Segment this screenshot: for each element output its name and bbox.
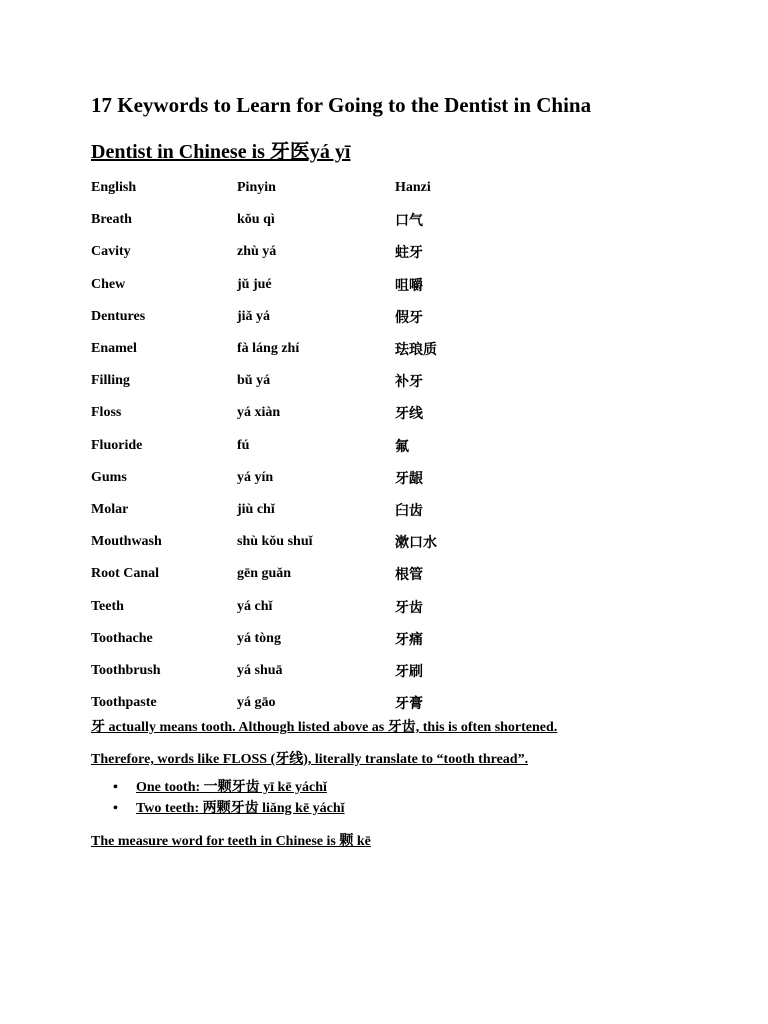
example-two-teeth: Two teeth: 两颗牙齿 liǎng kē yáchǐ bbox=[136, 801, 345, 816]
table-row bbox=[91, 623, 595, 655]
cell-hanzi: 牙齿 bbox=[395, 600, 423, 616]
cell-pinyin: jiù chǐ bbox=[237, 501, 275, 517]
cell-hanzi: 补牙 bbox=[395, 375, 423, 391]
cell-english: Dentures bbox=[91, 308, 146, 324]
cell-pinyin: yá tòng bbox=[237, 630, 281, 646]
vocabulary-table bbox=[91, 172, 595, 719]
cell-hanzi: 氟 bbox=[395, 439, 409, 455]
header-pinyin: Pinyin bbox=[237, 180, 276, 196]
table-row bbox=[91, 236, 595, 268]
cell-pinyin: yá shuā bbox=[237, 662, 283, 678]
header-hanzi: Hanzi bbox=[395, 180, 431, 196]
cell-pinyin: shù kǒu shuǐ bbox=[237, 534, 313, 550]
cell-hanzi: 假牙 bbox=[395, 310, 423, 326]
table-row bbox=[91, 269, 595, 301]
cell-pinyin: jiǎ yá bbox=[237, 308, 271, 324]
cell-english: Floss bbox=[91, 405, 122, 421]
cell-english: Toothbrush bbox=[91, 662, 161, 678]
table-header-row bbox=[91, 172, 595, 204]
cell-hanzi: 牙痛 bbox=[395, 632, 423, 648]
cell-english: Molar bbox=[91, 501, 129, 517]
table-row bbox=[91, 494, 595, 526]
table-row bbox=[91, 462, 595, 494]
cell-hanzi: 臼齿 bbox=[395, 503, 423, 519]
cell-pinyin: yá xiàn bbox=[237, 405, 281, 421]
cell-pinyin: gēn guǎn bbox=[237, 566, 292, 582]
table-row bbox=[91, 397, 595, 429]
cell-english: Cavity bbox=[91, 244, 131, 260]
cell-english: Filling bbox=[91, 373, 130, 389]
cell-english: Fluoride bbox=[91, 437, 143, 453]
cell-hanzi: 口气 bbox=[395, 214, 423, 230]
cell-hanzi: 咀嚼 bbox=[395, 278, 423, 294]
cell-pinyin: yá chǐ bbox=[237, 598, 273, 614]
cell-pinyin: bǔ yá bbox=[237, 373, 271, 389]
cell-pinyin: zhù yá bbox=[237, 244, 277, 260]
header-english: English bbox=[91, 180, 137, 196]
cell-hanzi: 牙龈 bbox=[395, 471, 423, 487]
page-title: 17 Keywords to Learn for Going to the Dentist in China bbox=[91, 93, 592, 117]
table-row bbox=[91, 687, 595, 719]
cell-hanzi: 漱口水 bbox=[395, 536, 437, 552]
cell-hanzi: 珐琅质 bbox=[395, 343, 437, 359]
cell-english: Toothpaste bbox=[91, 695, 157, 711]
cell-english: Enamel bbox=[91, 341, 137, 357]
cell-hanzi: 根管 bbox=[395, 568, 423, 584]
cell-hanzi: 牙刷 bbox=[395, 664, 423, 680]
cell-english: Mouthwash bbox=[91, 534, 162, 550]
examples-list bbox=[91, 779, 345, 821]
vocabulary-table-body bbox=[91, 172, 595, 719]
example-one-tooth: One tooth: 一颗牙齿 yī kē yáchǐ bbox=[136, 780, 327, 795]
note-floss-translation: Therefore, words like FLOSS (牙线), literally translate to “tooth thread”. bbox=[91, 752, 529, 767]
table-row bbox=[91, 333, 595, 365]
note-tooth-meaning: 牙 actually means tooth. Although listed above as 牙齿, this is often shortened. bbox=[91, 720, 558, 735]
cell-pinyin: kǒu qì bbox=[237, 212, 275, 228]
cell-english: Teeth bbox=[91, 598, 124, 614]
table-row bbox=[91, 655, 595, 687]
cell-english: Breath bbox=[91, 212, 132, 228]
cell-english: Chew bbox=[91, 276, 126, 292]
cell-pinyin: yá yín bbox=[237, 469, 274, 485]
cell-hanzi: 牙线 bbox=[395, 407, 423, 423]
table-row bbox=[91, 365, 595, 397]
cell-english: Root Canal bbox=[91, 566, 160, 582]
cell-pinyin: jǔ jué bbox=[237, 276, 272, 292]
cell-hanzi: 蛀牙 bbox=[395, 246, 423, 262]
table-row bbox=[91, 558, 595, 590]
bullet-icon: • bbox=[113, 801, 118, 816]
table-row bbox=[91, 526, 595, 558]
cell-pinyin: fú bbox=[237, 437, 250, 453]
cell-hanzi: 牙膏 bbox=[395, 697, 423, 713]
list-item bbox=[91, 779, 345, 800]
list-item bbox=[91, 800, 345, 821]
table-row bbox=[91, 590, 595, 622]
bullet-icon: • bbox=[113, 780, 118, 795]
note-measure-word: The measure word for teeth in Chinese is 颗 kē bbox=[91, 834, 371, 849]
cell-english: Gums bbox=[91, 469, 127, 485]
table-row bbox=[91, 204, 595, 236]
table-row bbox=[91, 430, 595, 462]
table-row bbox=[91, 301, 595, 333]
page-subtitle: Dentist in Chinese is 牙医yá yī bbox=[91, 141, 351, 163]
cell-english: Toothache bbox=[91, 630, 153, 646]
cell-pinyin: fà láng zhí bbox=[237, 341, 300, 357]
cell-pinyin: yá gāo bbox=[237, 695, 276, 711]
